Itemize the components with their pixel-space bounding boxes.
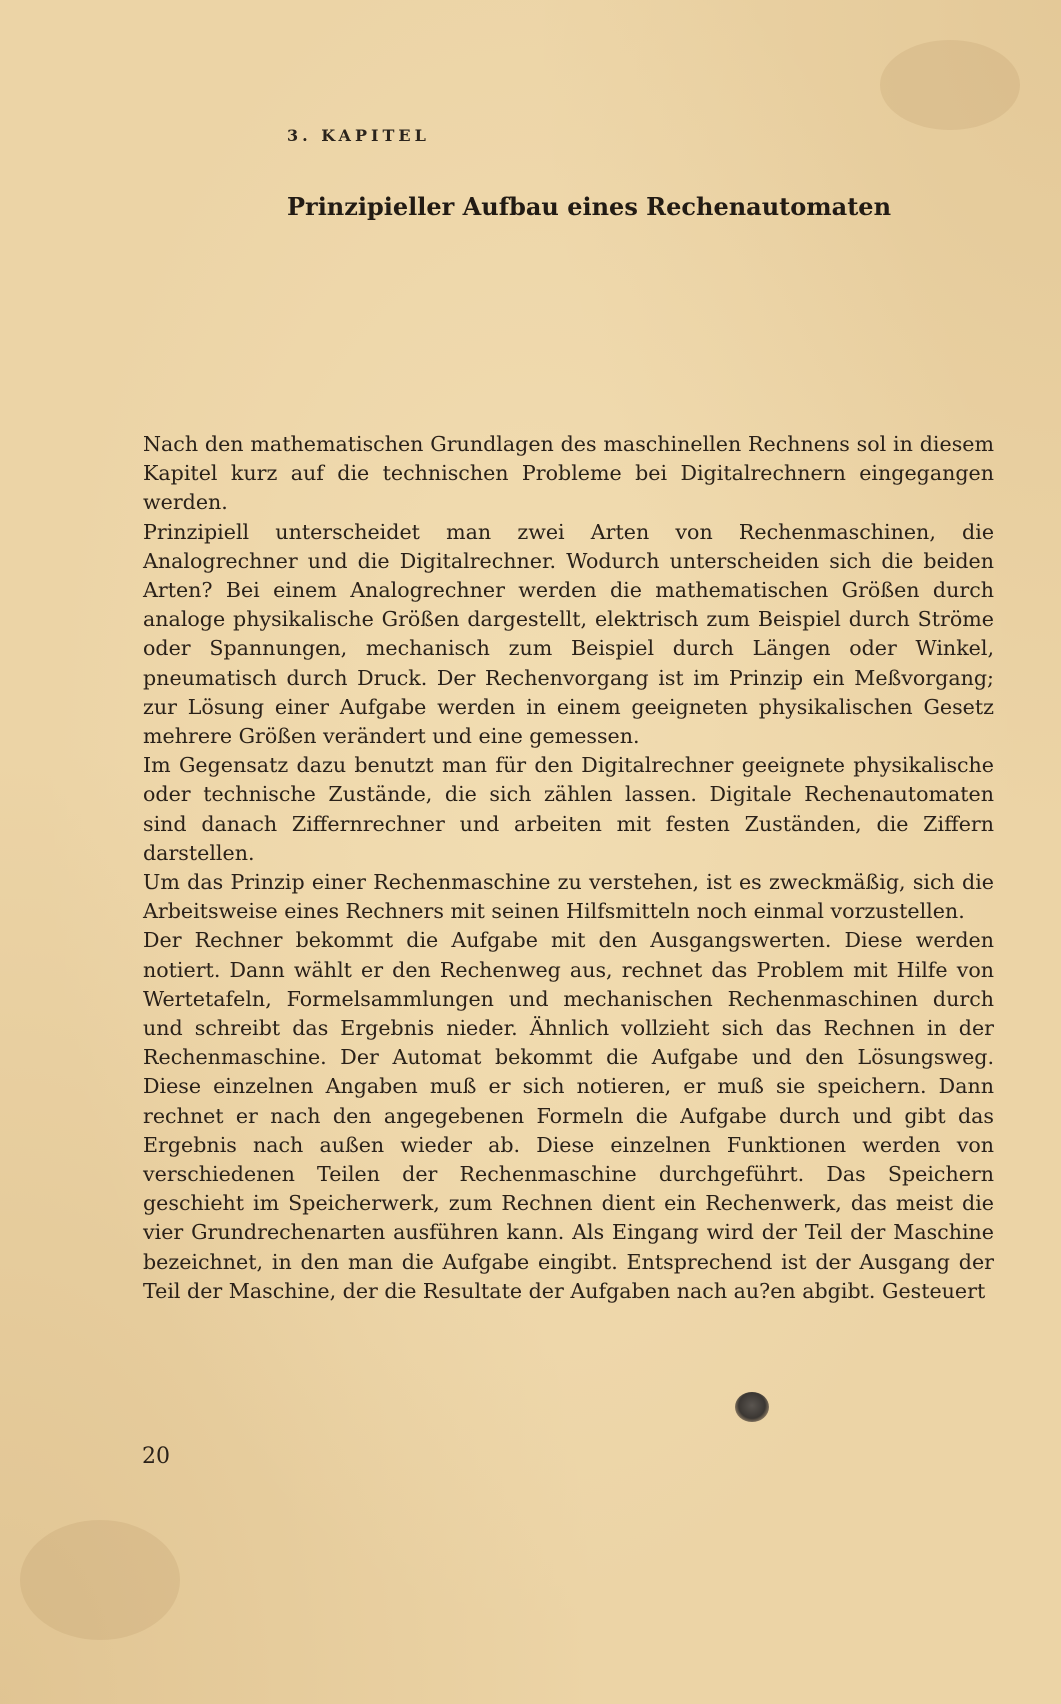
page-number: 20 <box>142 1444 170 1469</box>
chapter-title: Prinzipieller Aufbau eines Rechenautomaten <box>287 192 892 221</box>
paragraph: Nach den mathematischen Grundlagen des maschinellen Rechnens sol in diesem Kapitel kurz auf die technischen Probleme bei Digitalrechnern eingegangen werden. <box>143 432 994 515</box>
body-text <box>143 430 994 1306</box>
paragraph: Der Rechner bekommt die Aufgabe mit den Ausgangswerten. Diese werden notiert. Dann wählt er den Rechenweg aus, rechnet das Problem mit Hilfe von Wertetafeln, Formelsammlungen und mechanischen Rechenmaschinen durch und schreibt das Ergebnis nieder. Ähnlich vollzieht sich das Rechnen in der Rechenmaschine. Der Automat bekommt die Aufgabe und den Lösungsweg. Diese einzelnen Angaben muß er sich notieren, er muß sie speichern. Dann rechnet er nach den angegebenen Formeln die Aufgabe durch und gibt das Ergebnis nach außen wieder ab. Diese einzelnen Funktionen werden von verschiedenen Teilen der Rechenmaschine durchgeführt. Das Speichern geschieht im Speicherwerk, zum Rechnen dient ein Rechenwerk, das meist die vier Grundrechenarten ausführen kann. Als Eingang wird der Teil der Maschine bezeichnet, in den man die Aufgabe eingibt. Entsprechend ist der Ausgang der Teil der Maschine, der die Resultate der Aufgaben nach au?en abgibt. Gesteuert <box>143 928 994 1303</box>
paragraph: Im Gegensatz dazu benutzt man für den Digitalrechner geeignete physikalische oder technische Zustände, die sich zählen lassen. Digitale Rechenautomaten sind danach Ziffernrechner und arbeiten mit festen Zuständen, die Ziffern darstellen. <box>143 753 994 865</box>
paper-stain <box>20 1520 180 1640</box>
paragraph: Um das Prinzip einer Rechenmaschine zu verstehen, ist es zweckmäßig, sich die Arbeitsweise eines Rechners mit seinen Hilfsmitteln noch einmal vorzustellen. <box>143 870 994 924</box>
paper-stain <box>880 40 1020 130</box>
paragraph: Prinzipiell unterscheidet man zwei Arten von Rechenmaschinen, die Analogrechner und die Digitalrechner. Wodurch unterscheiden sich die beiden Arten? Bei einem Analogrechner werden die mathematischen Größen durch analoge physikalische Größen dargestellt, elektrisch zum Beispiel durch Ströme oder Spannungen, mechanisch zum Beispiel durch Längen oder Winkel, pneumatisch durch Druck. Der Rechenvorgang ist im Prinzip ein Meßvorgang; zur Lösung einer Aufgabe werden in einem geeigneten physikalischen Gesetz mehrere Größen verändert und eine gemessen. <box>143 519 994 749</box>
paper-hole <box>735 1392 769 1422</box>
chapter-label: 3. KAPITEL <box>287 126 430 145</box>
